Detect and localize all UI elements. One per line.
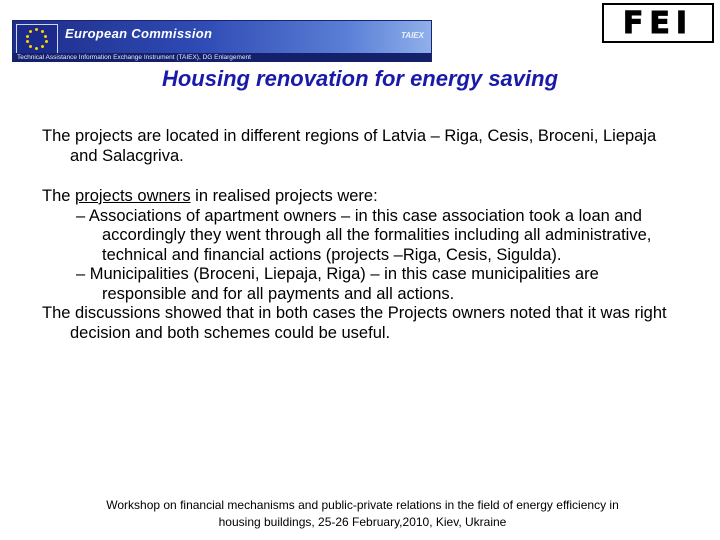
slide-footer [40,497,685,531]
bullet-municipalities: – Municipalities (Broceni, Liepaja, Riga) – in this case municipalities are responsible and for all payments and all actions. [76,265,599,303]
bullet-associations: – Associations of apartment owners – in this case association took a loan and accordingly they went through all the formalities including all administrative, technical and financial actions (projects –Riga, Cesis, Sigulda). [76,206,652,264]
eu-flag-icon [16,24,58,54]
slide-body [42,127,682,343]
footer-line-2: housing buildings, 25-26 February,2010, Kiev, Ukraine [218,515,507,529]
banner-title: European Commission [65,26,213,41]
fei-logo: FEI [602,3,714,43]
footer-line-1: Workshop on financial mechanisms and public-private relations in the field of energy efficiency in [106,498,619,512]
paragraph-discussions: The discussions showed that in both cases the Projects owners noted that it was right decision and both schemes could be useful. [42,304,667,342]
european-commission-banner [12,20,432,62]
slide-title: Housing renovation for energy saving [161,66,559,91]
banner-subtitle: Technical Assistance Information Exchange Instrument (TAIEX), DG Enlargement [13,53,431,62]
paragraph-owners: The projects owners in realised projects were: [42,187,378,205]
projects-owners-text: projects owners [75,187,191,205]
paragraph-locations: The projects are located in different regions of Latvia – Riga, Cesis, Broceni, Liepaja and Salacgriva. [42,127,657,165]
taiex-logo: TAIEX [401,31,424,40]
